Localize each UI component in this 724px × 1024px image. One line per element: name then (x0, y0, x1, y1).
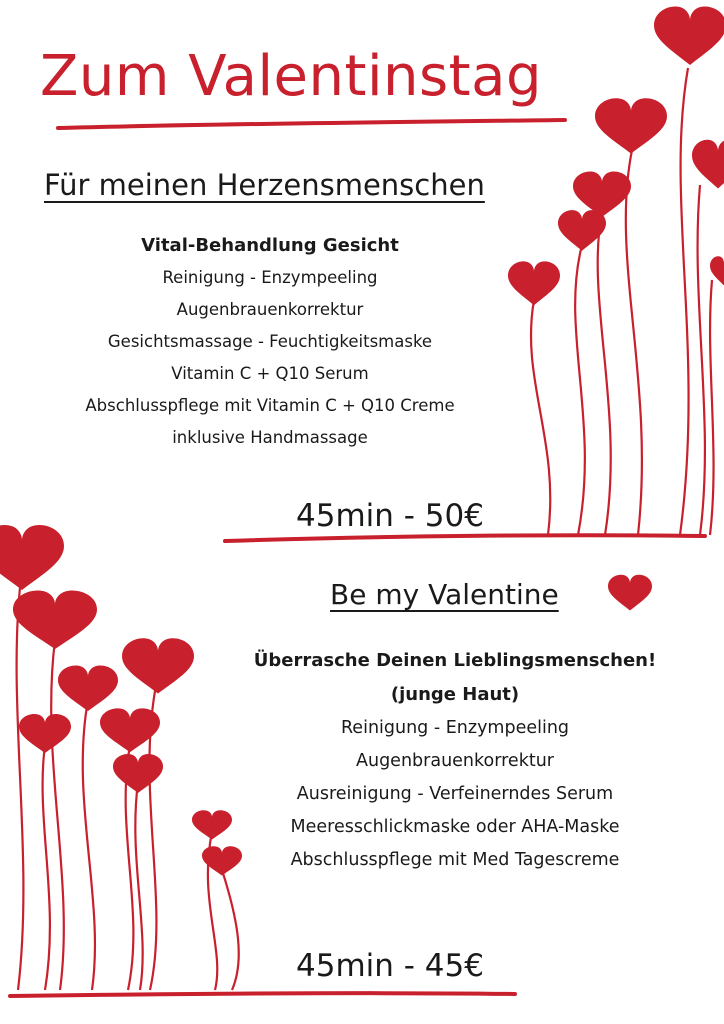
bottom-divider (10, 993, 515, 996)
section1-subtitle: Für meinen Herzensmenschen (44, 168, 485, 202)
section1-line: Vitamin C + Q10 Serum (171, 364, 369, 383)
section1-line: Augenbrauenkorrektur (176, 300, 364, 319)
section1-price: 45min - 50€ (296, 498, 484, 534)
section2-line: Augenbrauenkorrektur (356, 751, 554, 771)
section2-line: Meeresschlickmaske oder AHA-Maske (290, 817, 620, 837)
section2-price: 45min - 45€ (296, 948, 484, 984)
section2-line: Reinigung - Enzympeeling (340, 718, 570, 738)
page-title: Zum Valentinstag (40, 44, 542, 109)
section1-heading: Vital-Behandlung Gesicht (141, 235, 399, 256)
section2-subtitle: Be my Valentine (330, 578, 559, 611)
section2-heading: Überrasche Deinen Lieblingsmenschen! (253, 650, 657, 671)
heart-icon (608, 575, 652, 611)
section1-line: Abschlusspflege mit Vitamin C + Q10 Creme (85, 396, 455, 415)
section2-line: Ausreinigung - Verfeinerndes Serum (296, 784, 614, 804)
section1-line: Gesichtsmassage - Feuchtigkeitsmaske (107, 332, 433, 351)
section2-line: Abschlusspflege mit Med Tagescreme (290, 850, 620, 870)
title-underline (58, 120, 565, 128)
section2-details (190, 644, 720, 877)
section2-heading-note: (junge Haut) (390, 684, 520, 705)
section-divider (225, 535, 705, 541)
section1-details (40, 230, 500, 454)
section1-line: Reinigung - Enzympeeling (162, 268, 378, 287)
section1-line: inklusive Handmassage (172, 428, 368, 447)
